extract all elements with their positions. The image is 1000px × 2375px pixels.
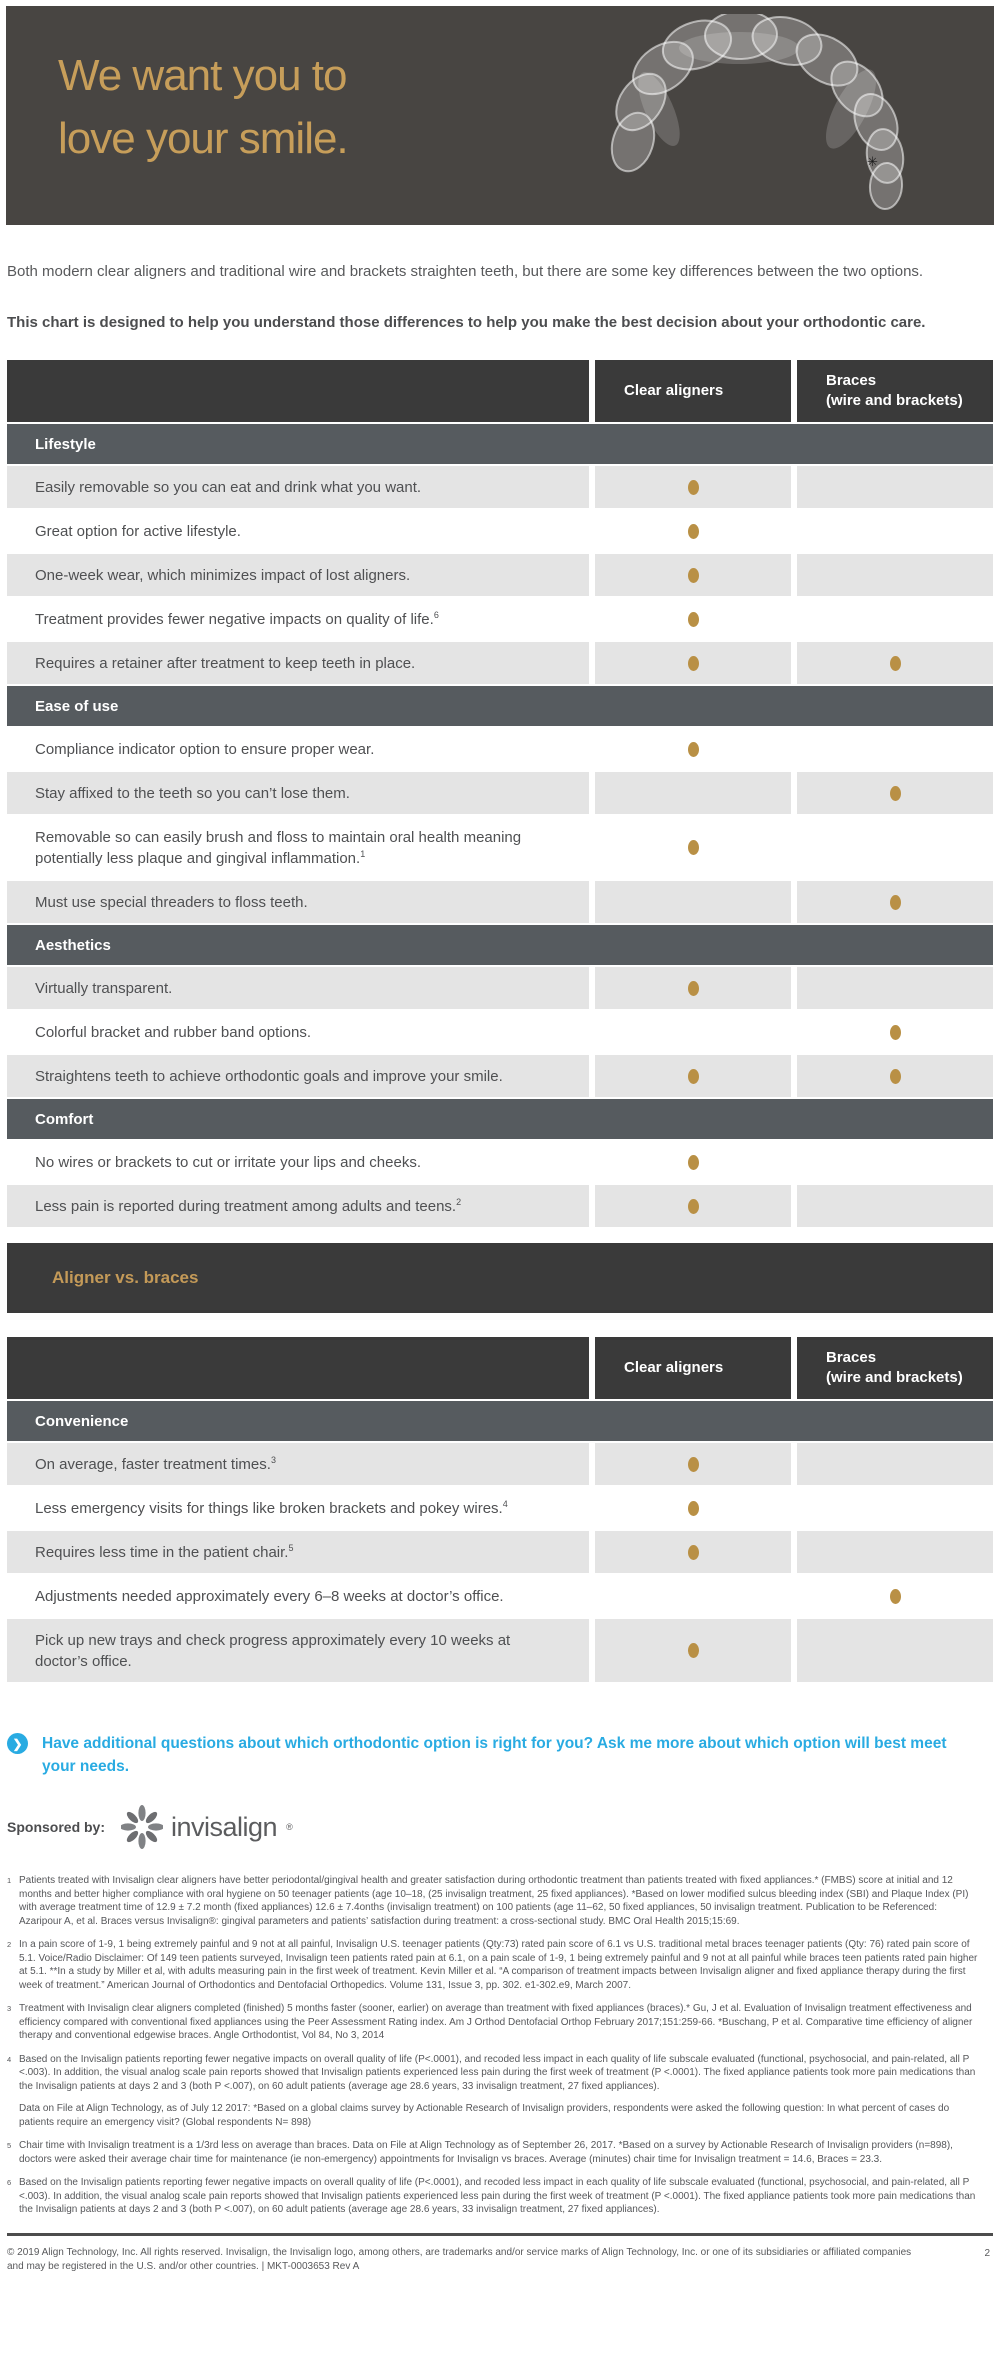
table-row: Colorful bracket and rubber band options. [7, 1011, 993, 1053]
compliance-indicator-mark: ✳ [867, 154, 878, 169]
clear-aligners-dot [688, 1457, 699, 1472]
copyright-text: © 2019 Align Technology, Inc. All rights reserved. Invisalign, the Invisalign logo, among others, are trademarks and/or service marks of Align Technology, Inc. or one of its subsidiaries or affiliated companies and may be registered in the U.S. and/or other countries. | MKT-0003653 Rev A [7, 2246, 912, 2272]
table-row: Less emergency visits for things like broken brackets and pokey wires.$^4$ [7, 1487, 993, 1529]
table-row: Requires less time in the patient chair.$^5$ [7, 1531, 993, 1573]
comparison-table-2 [7, 1337, 993, 1682]
footnote-4: 4 Based on the Invisalign patients reporting fewer negative impacts on overall quality of life (P<.0001), and recoded less impact in each quality of life subscale evaluated (functional, psychosocial, and pain-related, all P <.003). In addition, the visual analog scale pain reports showed that Invisalign patients experienced less pain during the first week of treatment (P <.0001). The fixed appliance patients took more pain medications than the Invisalign patients at days 2 and 3 (both P <.007), on 60 adult patients (average age 28.6 years, 33 invisalign treatment, 27 fixed appliances). Data on File at Align Technology, as of July 12 2017: *Based on a global claims survey by Actionable Research of Invisalign providers, respondents were asked the following question: In what percent of cases do patients require an emergency visit? (Global respondents N= 898) [7, 2053, 976, 2128]
footnote-1: 1 Patients treated with Invisalign clear aligners have better periodontal/gingival health and greater satisfaction during orthodontic treatment than patients treated with fixed appliances.* (FMBS) score at initial and 12 months and better higher compliance with oral hygiene on 50 teenager patients (age 10–18, (25 invisalign treatment, 25 fixed appliances). *Based on lower modified sulcus bleeding index (SBI) and Plaque Index (PI) with average treatment time of 12.9 ± 7.2 month (fixed appliances) 12.6 ± 7.4onths (invisalign treatment) on 100 patients (age 11–62, 50 fixed appliances, 50 invisalign treatment. Publication to be Referenced: Azaripour A, et al. Braces versus Invisalign®: gingival parameters and patients’ satisfaction during treatment: a cross-sectional study. BMC Oral Health 2015;15:69. [7, 1875, 969, 1927]
clear-aligners-dot [688, 1643, 699, 1658]
footnote-2: 2 In a pain score of 1-9, 1 being extremely painful and 9 not at all painful, Invisalign U.S. teenager patients (Qty:73) rated pain score of 6.1 vs U.S. traditional metal braces teenager patients (Qty: 76) rated pain score of 5.1. Voice/Radio Disclaimer: Of 149 teen patients surveyed, Invisalign teen patients rated pain at 6.1, on a pain scale of 1-9, 1 being extremely painful and 9 not at all painful while braces teen patients rated pain higher at 5.1. **In a study by Miller et al, with adults measuring pain in the first week of treatment. Kevin Miller et al. “A comparison of treatment impacts between Invisalign aligner and fixed appliance therapy during the first week of treatment.” American Journal of Orthodontics and Dentofacial Orthopedics. Volume 131, Issue 3, pp. 302. e1-302.e9, March 2007. [7, 1939, 978, 1991]
table-row: Straightens teeth to achieve orthodontic goals and improve your smile. [7, 1055, 993, 1097]
table-row: Virtually transparent. [7, 967, 993, 1009]
section-header-aesthetics: Aesthetics [7, 925, 993, 965]
section-header-lifestyle: Lifestyle [7, 424, 993, 464]
table-row: Removable so can easily brush and floss to maintain oral health meaning potentially less plaque and gingival inflammation.$^1$ [7, 816, 993, 879]
questions-callout [7, 1732, 982, 1778]
braces-dot [890, 895, 901, 910]
table-row: No wires or brackets to cut or irritate your lips and cheeks. [7, 1141, 993, 1183]
footnote-5: 5 Chair time with Invisalign treatment is a 1/3rd less on average than braces. Data on File at Align Technology as of September 26, 2017. *Based on a survey by Actionable Research of Invisalign providers (n=898), doctors were asked their average chair time for maintenance (ie non-emergency) appointments for Invisalign vs braces. Average (minutes) chair time for Invisalign treatment = 14.6, Braces = 23.3. [7, 2140, 953, 2165]
table-row: Great option for active lifestyle. [7, 510, 993, 552]
invisalign-starburst-icon [121, 1804, 163, 1850]
table-header-clear-aligners: Clear aligners [595, 1337, 791, 1399]
clear-aligners-dot [688, 1501, 699, 1516]
clear-aligners-dot [688, 981, 699, 996]
table-row: Compliance indicator option to ensure proper wear. [7, 728, 993, 770]
braces-dot [890, 1589, 901, 1604]
table-row: Requires a retainer after treatment to keep teeth in place. [7, 642, 993, 684]
table-header-empty-cell [7, 360, 589, 422]
clear-aligners-dot [688, 656, 699, 671]
braces-dot [890, 1069, 901, 1084]
page-footer [7, 2233, 993, 2274]
clear-aligners-dot [688, 524, 699, 539]
table-row: Must use special threaders to floss teeth. [7, 881, 993, 923]
registered-mark: ® [286, 1822, 293, 1832]
comparison-table-1 [7, 360, 993, 1227]
table-header-empty-cell [7, 1337, 589, 1399]
invisalign-wordmark: invisalign [171, 1811, 278, 1842]
aligner-vs-braces-banner: Aligner vs. braces [7, 1243, 993, 1313]
clear-aligners-dot [688, 1199, 699, 1214]
page-number: 2 [984, 2247, 990, 2259]
clear-aligners-dot [688, 1155, 699, 1170]
table-header-braces: Braces (wire and brackets) [797, 1337, 993, 1399]
braces-dot [890, 656, 901, 671]
table-row: One-week wear, which minimizes impact of lost aligners. [7, 554, 993, 596]
table-row: Pick up new trays and check progress approximately every 10 weeks at doctor’s office. [7, 1619, 993, 1682]
clear-aligners-dot [688, 612, 699, 627]
clear-aligners-dot [688, 1545, 699, 1560]
page-title: We want you to love your smile. [58, 51, 348, 163]
clear-aligners-dot [688, 1069, 699, 1084]
footnotes [7, 1874, 982, 2217]
table-row: On average, faster treatment times.$^3$ [7, 1443, 993, 1485]
invisalign-logo [121, 1804, 293, 1850]
section-header-comfort: Comfort [7, 1099, 993, 1139]
braces-dot [890, 786, 901, 801]
table-header-row [7, 360, 993, 422]
section-header-ease-of-use: Ease of use [7, 686, 993, 726]
table-row: Adjustments needed approximately every 6–8 weeks at doctor’s office. [7, 1575, 993, 1617]
chevron-right-icon: ❯ [7, 1733, 28, 1754]
braces-dot [890, 1025, 901, 1040]
table-header-clear-aligners: Clear aligners [595, 360, 791, 422]
clear-aligners-dot [688, 480, 699, 495]
footnote-6: 6 Based on the Invisalign patients reporting fewer negative impacts on overall quality of life (P<.0001), and recoded less impact in each quality of life subscale evaluated (functional, psychosocial, and pain-related, all P <.003). In addition, the visual analog scale pain reports showed that Invisalign patients experienced less pain during the first week of treatment (P <.0001). The fixed appliance patients took more pain medications than the Invisalign patients at days 2 and 3 (both P <.007), on 60 adult patients (average age 28.6 years, 33 invisalign treatment, 27 fixed appliances). [7, 2177, 976, 2215]
intro-paragraph-bold: This chart is designed to help you understand those differences to help you make the best decision about your orthodontic care. [7, 314, 926, 331]
callout-text: Have additional questions about which orthodontic option is right for you? Ask me more about which option will best meet your needs. [42, 1735, 947, 1775]
sponsor-row [7, 1804, 993, 1850]
clear-aligners-dot [688, 840, 699, 855]
clear-aligners-dot [688, 742, 699, 757]
table-row: Less pain is reported during treatment among adults and teens.$^2$ [7, 1185, 993, 1227]
table-row: Easily removable so you can eat and drink what you want. [7, 466, 993, 508]
table-row: Treatment provides fewer negative impacts on quality of life.$^6$ [7, 598, 993, 640]
table-header-braces: Braces (wire and brackets) [797, 360, 993, 422]
sponsored-by-label: Sponsored by: [7, 1819, 106, 1835]
intro-paragraph: Both modern clear aligners and traditional wire and brackets straighten teeth, but there are some key differences between the two options. [7, 263, 924, 280]
table-header-row [7, 1337, 993, 1399]
section-header-convenience: Convenience [7, 1401, 993, 1441]
clear-aligners-dot [688, 568, 699, 583]
footnote-3: 3 Treatment with Invisalign clear aligners completed (finished) 5 months faster (sooner, earlier) on average than treatment with fixed appliances (braces).* Gu, J et al. Evaluation of Invisalign treatment effectiveness and efficiency compared with conventional fixed appliances using the Peer Assessment Rating index. Am J Orthod Dentofacial Orthop February 2017;151:259-66. *Buschang, P et al. Comparative time efficiency of aligner therapy and conventional edgewise braces. Angle Orthodontist, Vol 84, No 3, 2014 [7, 2003, 973, 2041]
clear-aligner-image [589, 14, 939, 224]
table-row: Stay affixed to the teeth so you can’t lose them. [7, 772, 993, 814]
hero-banner [6, 6, 994, 225]
